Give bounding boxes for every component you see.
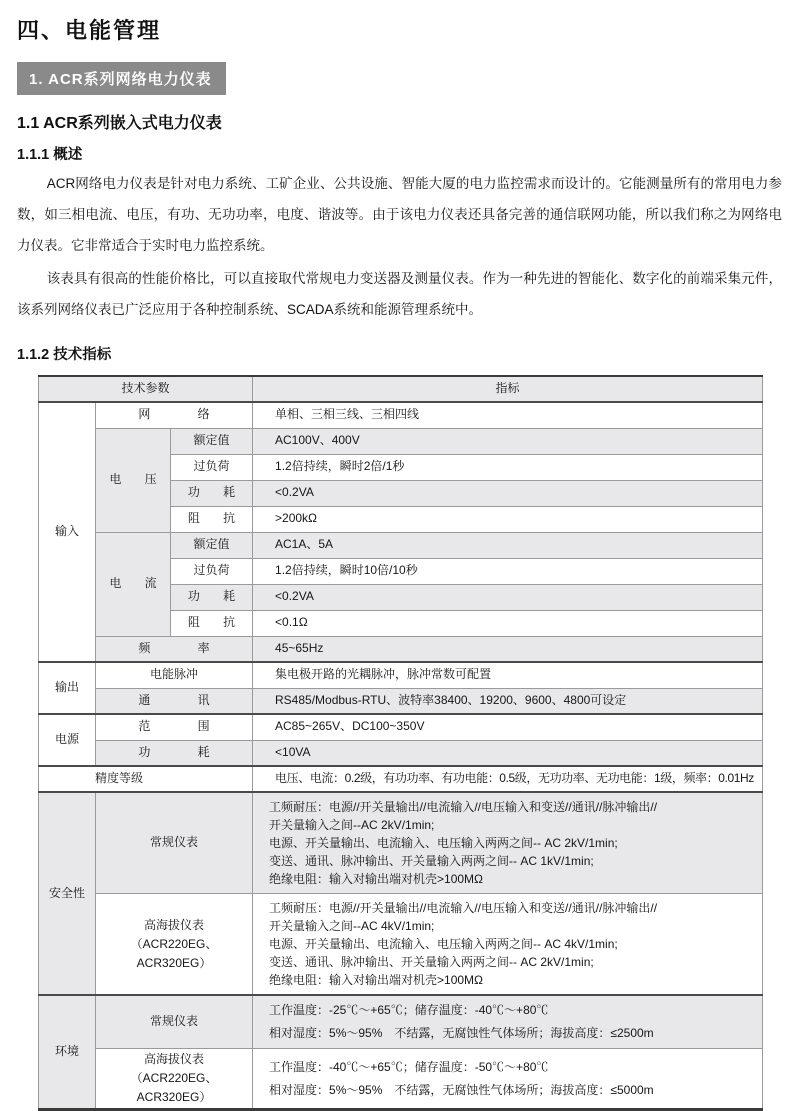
pulse-label-cell: 电能脉冲 bbox=[96, 662, 253, 688]
env-normal-value-cell bbox=[253, 995, 763, 1049]
safety-high-row bbox=[39, 894, 763, 996]
spec-line: 变送、通讯、脉冲输出、开关量输入两两之间-- AC 2kV/1min; bbox=[269, 955, 594, 969]
accuracy-label-cell: 精度等级 bbox=[39, 766, 253, 792]
label-line: （ACR220EG、ACR320EG） bbox=[130, 936, 218, 970]
spec-line: 绝缘电阻：输入对输出端对机壳>100MΩ bbox=[269, 973, 484, 987]
spec-line: 变送、通讯、脉冲输出、开关量输入两两之间-- AC 1kV/1min; bbox=[269, 854, 594, 868]
current-overload-label-cell: 过负荷 bbox=[171, 558, 253, 584]
group-power-cell: 电源 bbox=[39, 714, 96, 766]
overview-heading: 1.1.1 概述 bbox=[17, 147, 83, 163]
accuracy-value-cell: 电压、电流：0.2级，有功功率、有功电能：0.5级，无功功率、无功电能：1级，频率：0.01Hz bbox=[253, 766, 763, 792]
pulse-value-cell: 集电极开路的光耦脉冲，脉冲常数可配置 bbox=[253, 662, 763, 688]
voltage-rated-value-cell: AC100V、400V bbox=[253, 428, 763, 454]
voltage-overload-label-cell: 过负荷 bbox=[171, 454, 253, 480]
power-range-value-cell: AC85~265V、DC100~350V bbox=[253, 714, 763, 740]
env-high-row bbox=[39, 1049, 763, 1110]
frequency-row bbox=[39, 636, 763, 662]
overview-paragraph-2: 该表具有很高的性能价格比，可以直接取代常规电力变送器及测量仪表。作为一种先进的智能化、数字化的前端采集元件，该系列网络仪表已广泛应用于各种控制系统、SCADA系统和能源管理系统中。 bbox=[17, 271, 782, 317]
safety-normal-value-cell bbox=[253, 792, 763, 894]
spec-line: 相对湿度：5%～95% 不结露，无腐蚀性气体场所；海拔高度：≤5000m bbox=[269, 1082, 654, 1097]
spec-line: 工作温度：-25℃～+65℃；储存温度：-40℃～+80℃ bbox=[269, 1003, 549, 1017]
voltage-rated-label-cell: 额定值 bbox=[171, 428, 253, 454]
safety-high-label-cell bbox=[96, 894, 253, 996]
power-loss-value-cell: <10VA bbox=[253, 740, 763, 766]
current-rated-label-cell: 额定值 bbox=[171, 532, 253, 558]
power-range-row bbox=[39, 714, 763, 740]
power-range-label-cell: 范 围 bbox=[96, 714, 253, 740]
voltage-overload-value-cell: 1.2倍持续，瞬时2倍/1秒 bbox=[253, 454, 763, 480]
spec-line: 工频耐压：电源//开关量输出//电流输入//电压输入和变送//通讯//脉冲输出// bbox=[269, 901, 658, 915]
frequency-value-cell: 45~65Hz bbox=[253, 636, 763, 662]
current-overload-value-cell: 1.2倍持续，瞬时10倍/10秒 bbox=[253, 558, 763, 584]
current-rated-value-cell: AC1A、5A bbox=[253, 532, 763, 558]
current-loss-value-cell: <0.2VA bbox=[253, 584, 763, 610]
current-loss-label-cell: 功 耗 bbox=[171, 584, 253, 610]
spec-line: 工频耐压：电源//开关量输出//电流输入//电压输入和变送//通讯//脉冲输出// bbox=[269, 800, 658, 814]
overview-paragraph-1: ACR网络电力仪表是针对电力系统、工矿企业、公共设施、智能大厦的电力监控需求而设计的。它能测量所有的常用电力参数，如三相电流、电压，有功、无功功率，电度、谐波等。由于该电力仪表还具备完善的通信联网功能，所以我们称之为网络电力仪表。它非常适合于实时电力监控系统。 bbox=[17, 176, 782, 253]
group-safety-cell: 安全性 bbox=[39, 792, 96, 995]
voltage-rated-row bbox=[39, 428, 763, 454]
current-impedance-value-cell: <0.1Ω bbox=[253, 610, 763, 636]
group-voltage-cell: 电 压 bbox=[96, 428, 171, 532]
comm-row bbox=[39, 688, 763, 714]
network-value-cell: 单相、三相三线、三相四线 bbox=[253, 402, 763, 428]
voltage-loss-value-cell: <0.2VA bbox=[253, 480, 763, 506]
accuracy-row bbox=[39, 766, 763, 792]
header-param-cell: 技术参数 bbox=[39, 376, 253, 402]
section-badge: 1. ACR系列网络电力仪表 bbox=[17, 62, 226, 95]
current-rated-row bbox=[39, 532, 763, 558]
spec-line: 相对湿度：5%～95% 不结露，无腐蚀性气体场所；海拔高度：≤2500m bbox=[269, 1026, 654, 1040]
spec-table bbox=[38, 375, 763, 1111]
safety-high-value-cell bbox=[253, 894, 763, 996]
spec-line: 绝缘电阻：输入对输出端对机壳>100MΩ bbox=[269, 872, 484, 886]
env-normal-row bbox=[39, 995, 763, 1049]
page-title: 四、电能管理 bbox=[17, 18, 162, 43]
safety-normal-label-cell: 常规仪表 bbox=[96, 792, 253, 894]
env-high-value-cell bbox=[253, 1049, 763, 1110]
comm-value-cell: RS485/Modbus-RTU、波特率38400、19200、9600、4800可设定 bbox=[253, 688, 763, 714]
label-line: 高海拔仪表 bbox=[144, 917, 205, 932]
comm-label-cell: 通 讯 bbox=[96, 688, 253, 714]
voltage-impedance-label-cell: 阻 抗 bbox=[171, 506, 253, 532]
spec-line: 开关量输入之间--AC 4kV/1min; bbox=[269, 919, 435, 933]
table-header-row bbox=[39, 376, 763, 402]
label-line: （ACR220EG、ACR320EG） bbox=[130, 1071, 218, 1104]
network-label-cell: 网 络 bbox=[96, 402, 253, 428]
subsection-heading: 1.1 ACR系列嵌入式电力仪表 bbox=[17, 115, 222, 132]
spec-line: 电源、开关量输出、电流输入、电压输入两两之间-- AC 4kV/1min; bbox=[269, 937, 618, 951]
header-indicator-cell: 指标 bbox=[253, 376, 763, 402]
group-input-cell: 输入 bbox=[39, 402, 96, 662]
current-impedance-label-cell: 阻 抗 bbox=[171, 610, 253, 636]
group-output-cell: 输出 bbox=[39, 662, 96, 714]
power-loss-row bbox=[39, 740, 763, 766]
frequency-label-cell: 频 率 bbox=[96, 636, 253, 662]
power-loss-label-cell: 功 耗 bbox=[96, 740, 253, 766]
specs-heading: 1.1.2 技术指标 bbox=[17, 347, 112, 363]
voltage-loss-label-cell: 功 耗 bbox=[171, 480, 253, 506]
pulse-row bbox=[39, 662, 763, 688]
spec-line: 开关量输入之间--AC 2kV/1min; bbox=[269, 818, 435, 832]
env-normal-label-cell: 常规仪表 bbox=[96, 995, 253, 1049]
spec-line: 工作温度：-40℃～+65℃；储存温度：-50℃～+80℃ bbox=[269, 1059, 549, 1074]
network-row bbox=[39, 402, 763, 428]
label-line: 高海拔仪表 bbox=[144, 1052, 205, 1066]
voltage-impedance-value-cell: >200kΩ bbox=[253, 506, 763, 532]
group-env-cell: 环境 bbox=[39, 995, 96, 1110]
group-current-cell: 电 流 bbox=[96, 532, 171, 636]
spec-line: 电源、开关量输出、电流输入、电压输入两两之间-- AC 2kV/1min; bbox=[269, 836, 618, 850]
env-high-label-cell bbox=[96, 1049, 253, 1110]
safety-normal-row bbox=[39, 792, 763, 894]
